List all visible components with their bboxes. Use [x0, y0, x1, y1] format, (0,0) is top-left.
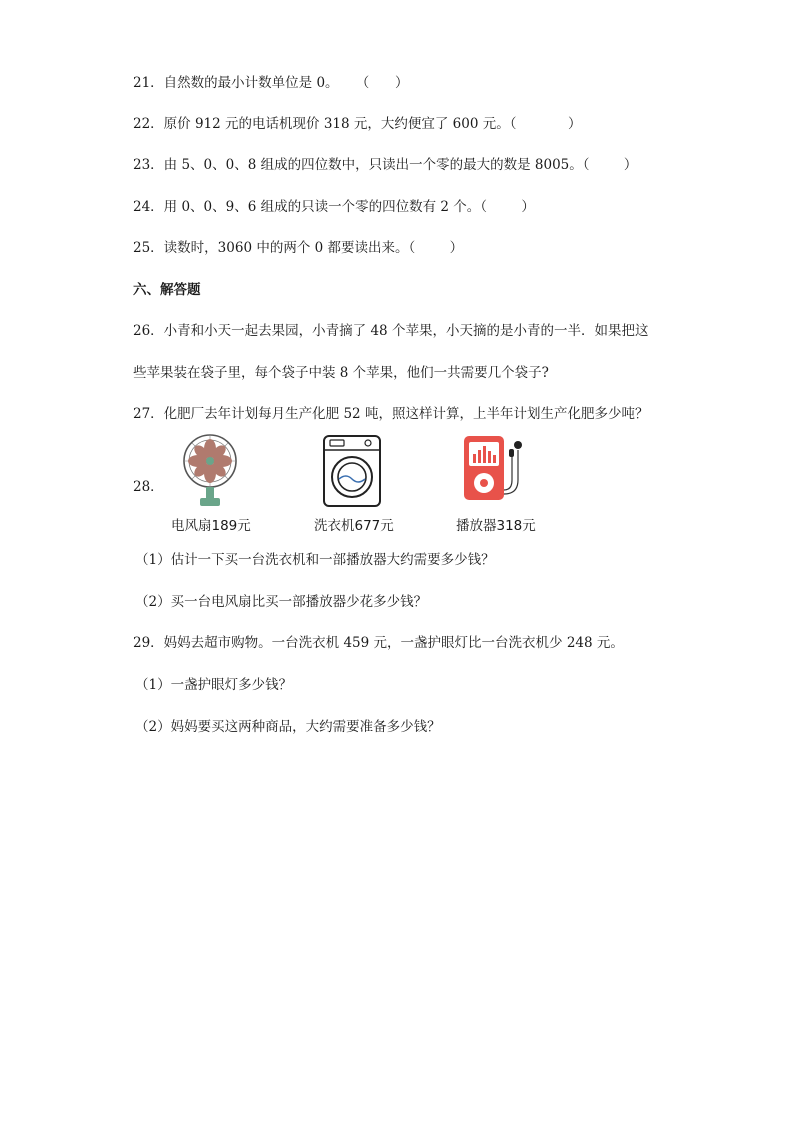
fan-image: [180, 434, 240, 508]
question-29: 29．妈妈去超市购物。一台洗衣机 459 元，一盏护眼灯比一台洗衣机少 248 元。: [133, 635, 624, 651]
washing-machine-caption: 洗衣机677元: [314, 518, 394, 534]
question-29-part-2: （2）妈妈要买这两种商品，大约需要准备多少钱？: [135, 719, 441, 735]
question-22: 22．原价 912 元的电话机现价 318 元，大约便宜了 600 元。（ ）: [133, 116, 582, 132]
washing-machine-image: [322, 434, 382, 508]
question-26-line-1: 26．小青和小天一起去果园，小青摘了 48 个苹果，小天摘的是小青的一半．如果把这: [133, 323, 649, 339]
question-26-line-2: 些苹果装在袋子里，每个袋子中装 8 个苹果，他们一共需要几个袋子?: [133, 365, 549, 381]
music-player-caption: 播放器318元: [456, 518, 536, 534]
question-28-part-2: （2）买一台电风扇比买一部播放器少花多少钱？: [135, 594, 428, 610]
question-21: 21．自然数的最小计数单位是 0。 （ ）: [133, 75, 409, 91]
music-player-image: [462, 432, 528, 504]
section-heading-6: 六、解答题: [133, 282, 201, 298]
question-25: 25．读数时，3060 中的两个 0 都要读出来。（ ）: [133, 240, 464, 256]
question-28-number: 28．: [133, 479, 164, 495]
question-23: 23．由 5、0、0、8 组成的四位数中，只读出一个零的最大的数是 8005。（ ）: [133, 157, 638, 173]
fan-caption: 电风扇189元: [171, 518, 251, 534]
question-27: 27．化肥厂去年计划每月生产化肥 52 吨，照这样计算，上半年计划生产化肥多少吨？: [133, 406, 649, 422]
question-28-part-1: （1）估计一下买一台洗衣机和一部播放器大约需要多少钱？: [135, 552, 495, 568]
question-24: 24．用 0、0、9、6 组成的只读一个零的四位数有 2 个。（ ）: [133, 199, 535, 215]
question-29-part-1: （1）一盏护眼灯多少钱？: [135, 677, 293, 693]
